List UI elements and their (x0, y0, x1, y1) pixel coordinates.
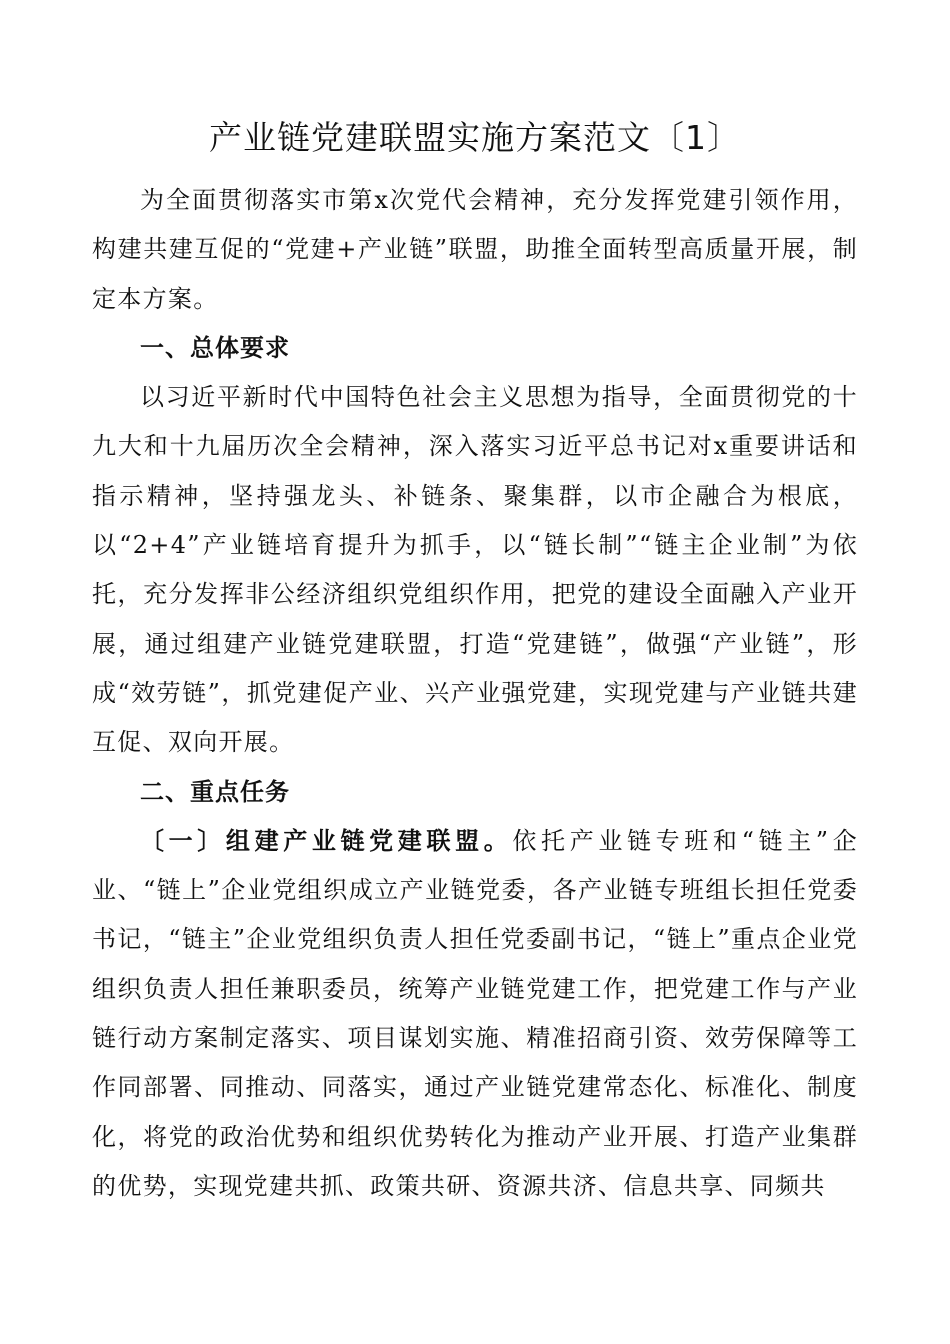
document-title: 产业链党建联盟实施方案范文〔1〕 (209, 118, 741, 157)
general-requirements-paragraph: 以习近平新时代中国特色社会主义思想为指导，全面贯彻党的十九大和十九届历次全会精神，深入落实习近平总书记对x重要讲话和指示精神，坚持强龙头、补链条、聚集群，以市企融合为根底，以“2+4”产业链培育提升为抓手，以“链长制”“链主企业制”为依托，充分发挥非公经济组织党组织作用，把党的建设全面融入产业开展，通过组建产业链党建联盟，打造“党建链”，做强“产业链”，形成“效劳链”，抓党建促产业、兴产业强党建，实现党建与产业链共建互促、双向开展。 (92, 383, 858, 757)
section-heading-general-requirements: 一、总体要求 (140, 333, 290, 362)
key-task-item-1-lead: 〔一〕组建产业链党建联盟。 (140, 826, 513, 855)
section-heading-key-tasks: 二、重点任务 (140, 777, 290, 806)
document-page (92, 108, 858, 1211)
intro-paragraph: 为全面贯彻落实市第x次党代会精神，充分发挥党建引领作用，构建共建互促的“党建+产业链”联盟，助推全面转型高质量开展，制定本方案。 (92, 186, 858, 313)
key-task-item-1-body: 依托产业链专班和“链主”企业、“链上”企业党组织成立产业链党委，各产业链专班组长担任党委书记，“链主”企业党组织负责人担任党委副书记，“链上”重点企业党组织负责人担任兼职委员，统筹产业链党建工作，把党建工作与产业链行动方案制定落实、项目谋划实施、精准招商引资、效劳保障等工作同部署、同推动、同落实，通过产业链党建常态化、标准化、制度化，将党的政治优势和组织优势转化为推动产业开展、打造产业集群的优势，实现党建共抓、政策共研、资源共济、信息共享、同频共 (92, 826, 858, 1200)
key-task-item-1 (92, 817, 858, 1211)
